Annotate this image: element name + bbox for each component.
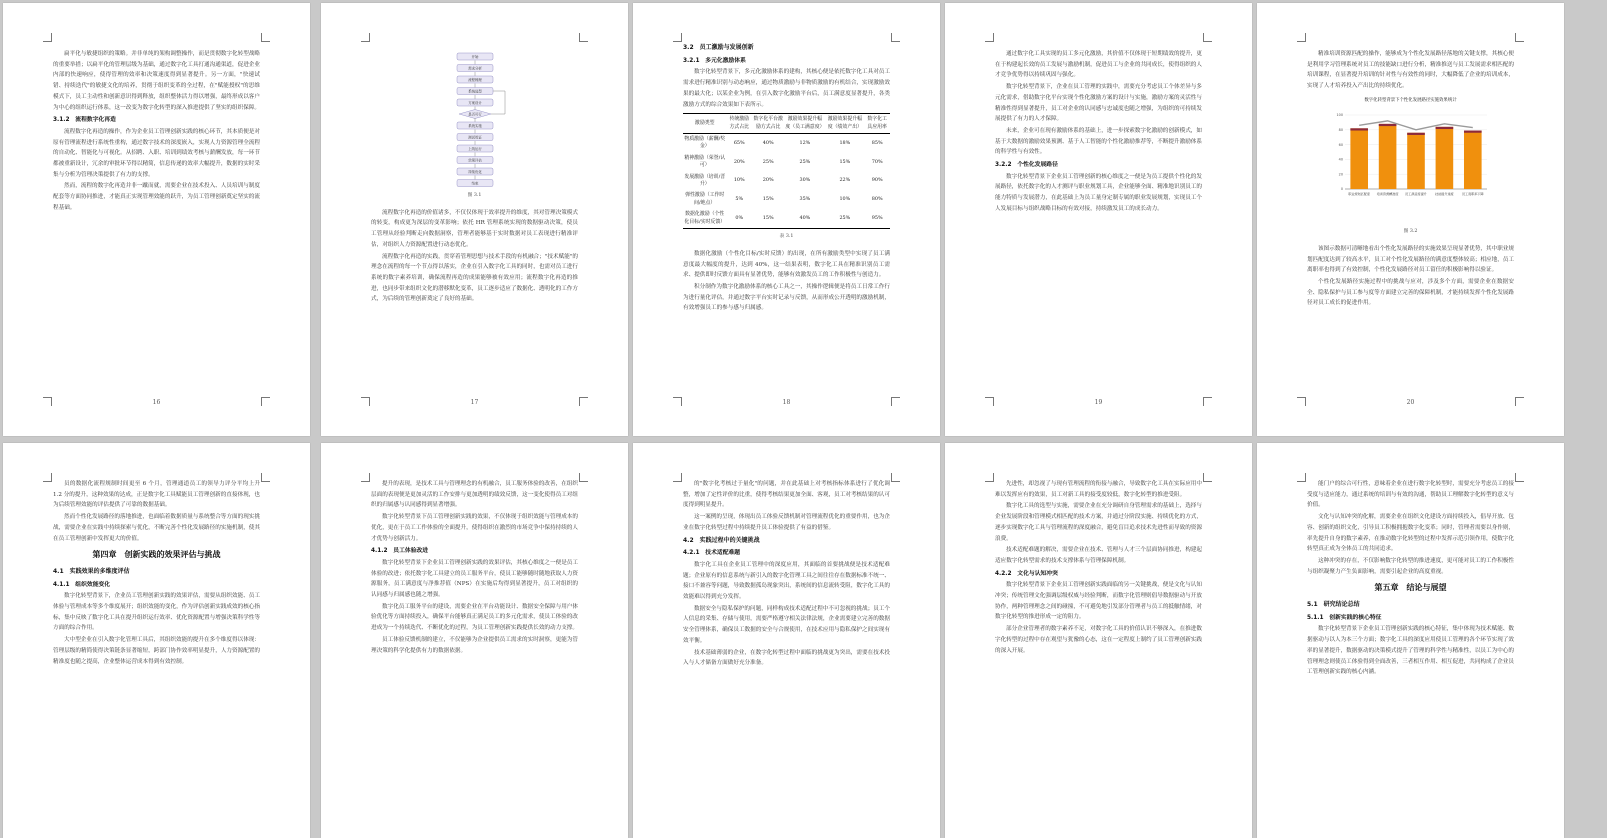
x-tick-label: 员工离职率下降 xyxy=(1461,191,1484,196)
paragraph: 数字化员工服务平台的建设，需要企业在平台功能设计、数据安全保障与用户体验优化等方面持续投入，确保平台能够真正满足员工的多元化需求，使员工体验的改进成为一个持续迭代、不断优化的过程，为员工管理创新实践提供长效的动力支撑。 xyxy=(371,603,578,632)
paragraph: 大中型企业在引入数字化管理工具后，其组织效能的提升在多个维度得以体现：管理层级的精简使得决策链条显著缩短，跨部门协作效率明显提升，人力资源配置的精准度也随之提高，企业整体运营成本得到有效控制。 xyxy=(53,637,260,665)
paragraph: 精准培训资源匹配的操作，能够成为个性化发展路径落地的关键支撑，其核心便是利用学习管理系统对员工的技能缺口进行分析，精准推送与员工发展需求相匹配的培训课程，在显著提升培训的针对性与有效性的同时，大幅降低了企业的培训成本，实现了人才培养投入产出比的持续优化。 xyxy=(1307,51,1514,90)
table-cell: 22% xyxy=(839,177,851,184)
document-page xyxy=(1257,443,1564,838)
table-cell: 65% xyxy=(733,139,745,146)
table-header-cell: 激励类型 xyxy=(683,114,726,134)
table-cell: 12% xyxy=(799,139,811,146)
paragraph: 数字化转型背景下企业员工管理创新的核心维度之一便是为员工提供个性化的发展路径，依托数字化的人才测评与职业规划工具，企业能够全面、精准地识别员工的能力特质与发展潜力，在此基础上为员工量身定制专属的职业发展规划，实现员工个人发展目标与组织战略目标的有效对接，持续激发员工的成长动力。 xyxy=(995,173,1202,212)
trend-line xyxy=(1359,120,1473,129)
paragraph: 该图示数据可清晰地看出个性化发展路径的实施效果呈现显著优势，其中职业规划匹配度达到了较高水平，员工对个性化发展路径的满意度整体较高；相应地，员工离职率也得到了有效控制，个性化发展路径对员工留任的积极影响得以验证。 xyxy=(1307,245,1514,274)
bar xyxy=(1378,123,1396,188)
crop-mark xyxy=(1515,33,1524,42)
chapter-heading: 第五章 结论与展望 xyxy=(1374,583,1447,593)
crop-mark xyxy=(261,473,270,482)
paragraph: 数字化转型背景下，多元化激励体系的建构，其核心便是依托数字化工具对员工需求进行精准识别与动态响应，通过物质激励与非物质激励的有机结合，实现激励效果的最大化；以某企业为例，在引入数字化激励平台后，员工满意度显著提升，各类激励方式的综合效果如下表所示。 xyxy=(683,69,890,108)
table-cell: 精神激励（荣誉/认可） xyxy=(684,154,726,169)
table-cell: 30% xyxy=(799,177,811,184)
flow-node-label: 持续优化 xyxy=(467,170,482,174)
bar xyxy=(1463,130,1481,188)
crop-mark xyxy=(261,33,270,42)
document-page-16 xyxy=(3,3,310,436)
bar-cap xyxy=(1350,128,1368,130)
table-cell: 20% xyxy=(762,177,774,184)
paragraph: 数字化转型背景下员工管理创新实践的效果，不仅体现于组织效能与管理成本的优化，更在于员工工作体验的全面提升，使得组织在激烈的市场竞争中保持持续的人才优势与创新活力。 xyxy=(371,514,578,542)
bar-cap xyxy=(1435,126,1453,128)
table-header-cell: 数字化工具应用率 xyxy=(864,114,890,134)
flow-node-label: 测试验证 xyxy=(467,135,482,140)
chart-canvas xyxy=(1331,109,1491,221)
paragraph: 然而，流程的数字化再造并非一蹴而就，需要企业在技术投入、人员培训与制度配套等方面协同推进，才能真正实现管理效能的跃升，为员工管理创新奠定坚实的流程基础。 xyxy=(53,183,260,211)
y-tick-label: 40 xyxy=(1338,157,1343,162)
crop-mark xyxy=(1297,33,1306,42)
table-cell: 40% xyxy=(784,209,825,228)
table-header-cell: 激励效果提升幅度（绩效产出） xyxy=(825,114,864,134)
paragraph: 流程数字化再造的实践，贯穿着管理思想与技术手段的有机融合；"技术赋能"的理念在流程的每一个节点得以落实，企业在引入数字化工具的同时，也需对员工进行系统的数字素养培训，确保流程再造的成果能够被有效应用；流程数字化再造的推进，也同步带来组织文化的潜移默化变革，员工逐步适应了数据化、透明化的工作方式，为后续的管理创新奠定了良好的基础。 xyxy=(371,253,578,303)
flow-node xyxy=(457,65,493,72)
paragraph: 提升的表现，是技术工具与管理理念的有机融合，员工服务体验的改善，在组织层面的表现便是更加灵活的工作安排与更加透明的绩效反馈，这一变化使得员工对组织的归属感与认同感得到显著增强。 xyxy=(371,481,578,509)
bar-chart xyxy=(1331,96,1491,225)
bar xyxy=(1350,128,1368,189)
table-header-cell: 传统激励方式占比 xyxy=(726,114,752,134)
page-number: 17 xyxy=(470,399,479,406)
paragraph: 未来，企业可在现有激励体系的基础上，进一步探索数字化激励的创新模式，如基于大数据的激励效果预测、基于人工智能的个性化激励推荐等，不断提升激励体系的科学性与有效性。 xyxy=(995,127,1202,156)
subsection-heading: 5.1.1 创新实践的核心特征 xyxy=(1307,614,1382,621)
crop-mark xyxy=(1203,473,1212,482)
page-number: 18 xyxy=(782,399,791,406)
flow-node-label: 效果评估 xyxy=(467,158,482,163)
section-heading: 4.1 实践效果的多维度评估 xyxy=(53,567,130,575)
flow-node xyxy=(457,99,493,106)
paragraph: 技术适配难题的解决，需要企业在技术、管理与人才三个层面协同推进，构建起适应数字化转型需求的技术支撑体系与管理保障机制。 xyxy=(995,547,1202,564)
document-page xyxy=(321,443,628,838)
document-page-18 xyxy=(633,3,940,436)
table-cell: 70% xyxy=(871,158,883,165)
flow-node xyxy=(457,168,493,175)
crop-mark xyxy=(579,33,588,42)
document-page xyxy=(945,443,1252,838)
document-page-19 xyxy=(945,3,1252,436)
document-page-17 xyxy=(321,3,628,436)
paragraph: 数字化转型背景下企业员工管理创新实践的核心特征，集中体现为技术赋能、数据驱动与以人为本三个方面；数字化工具的深度应用使员工管理的各个环节实现了效率的显著提升，数据驱动的决策模式提升了管理的科学性与精准性，以员工为中心的管理理念则使员工体验得到全面改善，三者相互作用、相互促进，共同构成了企业员工管理创新实践的核心内涵。 xyxy=(1307,626,1514,676)
table-row xyxy=(683,153,890,172)
table-cell: 18% xyxy=(839,139,851,146)
table-cell: 弹性激励（工作时间/地点） xyxy=(685,192,725,206)
page-number: 20 xyxy=(1406,399,1415,406)
paragraph: 数据化激励（个性化目标/实时反馈）的出现，在所有激励类型中实现了员工满意度最大幅度的提升，达到 40%，这一结果表明，数字化工具在精准识别员工需求、提供即时反馈方面具有显著优势，能够有效激发员工的工作积极性与创造力。 xyxy=(683,250,890,279)
table-cell: 5% xyxy=(735,196,744,203)
document-page xyxy=(3,443,310,838)
y-tick-label: 20 xyxy=(1338,171,1343,176)
paragraph: 技术基础薄弱的企业，在数字化转型过程中面临的挑战更为突出，需要在技术投入与人才储备方面做好充分准备。 xyxy=(683,649,890,667)
flow-node-label: 需求分析 xyxy=(467,66,482,71)
table-cell: 15% xyxy=(839,158,851,165)
flow-node-label: 方案设计 xyxy=(467,101,482,105)
table-header-cell: 激励效果提升幅度（员工满意度） xyxy=(784,114,825,134)
crop-mark xyxy=(985,473,994,482)
table-cell: 物质激励（薪酬/奖金） xyxy=(684,136,726,150)
table-cell: 40% xyxy=(762,139,774,146)
flow-node-label: 结束 xyxy=(471,181,478,186)
crop-mark xyxy=(891,473,900,482)
page-number: 16 xyxy=(152,399,161,406)
section-heading: 3.1.2 流程数字化再造 xyxy=(53,117,116,124)
paragraph: 员工体验反馈机制的建立，不仅能够为企业提供员工需求的实时洞察，更能为管理决策的科学化提供有力的数据依据。 xyxy=(371,636,578,654)
table-cell: 25% xyxy=(799,158,811,165)
crop-mark xyxy=(43,473,52,482)
paragraph: 员的数据化流程规制时间更至 6 个月，管理通道员工的领导力评分平均上升 1.2 分的提升，这种效果的达成，正是数字化工具赋能员工管理创新的直接体现，也为后续管理效能的评估提供了可靠的数据基础。 xyxy=(53,481,260,509)
paragraph: 通过数字化工具实现的员工多元化激励，其价值不仅体现于短期绩效的提升，更在于构建起长效的员工发展与激励机制，促进员工与企业的共同成长，使得组织的人才竞争优势得以持续巩固与强化。 xyxy=(995,51,1202,79)
table-row xyxy=(683,134,890,153)
section-heading: 4.2 实践过程中的关键挑战 xyxy=(683,536,760,544)
crop-mark xyxy=(1297,473,1306,482)
bar-cap xyxy=(1407,132,1425,134)
crop-mark xyxy=(361,473,370,482)
section-heading: 3.2.2 个性化发展路径 xyxy=(995,162,1058,169)
flow-node xyxy=(457,88,493,95)
y-tick-label: 100 xyxy=(1336,112,1343,117)
y-tick-label: 0 xyxy=(1340,186,1343,191)
table-cell: 95% xyxy=(864,209,890,228)
x-tick-label: 技能提升速度 xyxy=(1434,191,1454,196)
crop-mark xyxy=(1203,33,1212,42)
chart-title: 数字化转型背景下个性化发展路径实施效果统计 xyxy=(1364,97,1457,103)
subsection-heading: 4.2.2 文化与认知冲突 xyxy=(995,570,1058,577)
paragraph: 数字化转型背景下，企业在员工管理的实践中，需要充分考虑员工个体差异与多元化需求，借助数字化平台实现个性化激励方案的设计与实施，激励方案的灵活性与精准性得到显著提升，员工对企业的认同感与忠诚度也随之增强，为组织的可持续发展提供了有力的人才保障。 xyxy=(995,84,1202,123)
page-number: 19 xyxy=(1094,399,1103,406)
flow-node-label: 系统实施 xyxy=(467,124,482,128)
crop-mark xyxy=(1515,473,1524,482)
paragraph: 先进性，却忽视了与现有管理流程的衔接与融合，导致数字化工具在实际应用中难以发挥应有的效果，员工对新工具的接受度较低，数字化转型的推进受阻。 xyxy=(995,481,1202,498)
paragraph: 然而个性化发展路径的落地推进，也面临着数据质量与系统整合等方面的现实挑战，需要企业在实践中持续探索与优化，不断完善个性化发展路径的实施机制，使其在员工管理创新中发挥更大的价值。 xyxy=(53,514,260,542)
flow-node xyxy=(457,76,493,83)
flow-node xyxy=(457,134,493,141)
chapter-heading: 第四章 创新实践的效果评估与挑战 xyxy=(92,550,221,560)
table-cell: 80% xyxy=(871,196,883,203)
table-cell: 90% xyxy=(871,177,883,184)
flow-node-label: 系统选型 xyxy=(467,89,482,94)
table-cell: 数据化激励（个性化目标/实时反馈） xyxy=(683,209,726,228)
paragraph: 数字化工具的选型与实施，需要企业在充分调研自身管理需求的基础上，选择与企业发展阶段和管理模式相匹配的技术方案，并通过分阶段实施、持续优化的方式，逐步实现数字化工具与管理流程的深度融合，避免盲目追求技术先进性而导致的资源浪费。 xyxy=(995,503,1202,542)
paragraph: 数据安全与隐私保护的问题，同样构成技术适配过程中不可忽视的挑战；员工个人信息的采集、存储与使用，需要严格遵守相关法律法规，企业需要建立完善的数据安全管理体系，确保员工数据的安全与合规使用，在技术应用与隐私保护之间实现有效平衡。 xyxy=(683,605,890,644)
paragraph: 数字化转型背景下企业员工管理创新实践的效果评估，其核心维度之一便是员工体验的改进；依托数字化工具建立的员工服务平台，使员工能够随时随地获取人力资源服务，员工满意度与净推荐值（NPS）在实施后均得到显著提升，员工对组织的认同感与归属感也随之增强。 xyxy=(371,559,578,599)
paragraph: 部分企业管理者的数字素养不足，对数字化工具的价值认识不够深入，在推进数字化转型的过程中存在观望与犹豫的心态，这在一定程度上制约了员工管理创新实践的深入开展。 xyxy=(995,626,1202,654)
paragraph: 这种冲突的存在，不仅影响数字化转型的推进速度，更可能对员工的工作积极性与组织凝聚力产生负面影响，需要引起企业的高度重视。 xyxy=(1307,557,1514,575)
figure-caption: 图 3.2 xyxy=(1403,229,1418,235)
table-cell: 0% xyxy=(726,209,752,228)
table-cell: 10% xyxy=(839,196,851,203)
crop-mark xyxy=(985,33,994,42)
incentive-table xyxy=(683,113,890,229)
document-page xyxy=(633,443,940,838)
flow-node xyxy=(457,157,493,164)
table-cell: 35% xyxy=(799,196,811,203)
document-page-20 xyxy=(1257,3,1564,436)
table-cell: 15% xyxy=(762,196,774,203)
subsection-heading: 3.2.1 多元化激励体系 xyxy=(683,57,746,64)
table-row xyxy=(683,209,890,228)
paragraph: 数字化工具在企业员工管理中的深度应用，其面临的首要挑战便是技术适配难题；企业原有的信息系统与新引入的数字化管理工具之间往往存在数据标准不统一、接口不兼容等问题，导致数据孤岛现象突出，系统间的信息流转受阻，数字化工具的效能难以得到充分发挥。 xyxy=(683,561,890,601)
table-cell: 85% xyxy=(871,139,883,146)
table-row xyxy=(683,190,890,209)
flow-node-label: 是否可行 xyxy=(467,112,482,117)
paragraph: 的"数字化考核过于量化"的问题，并在此基础上对考核指标体系进行了优化调整，增加了定性评价的比重，使得考核结果更加全面、客观，员工对考核结果的认可度得到明显提升。 xyxy=(683,481,890,509)
section-heading: 5.1 研究结论总结 xyxy=(1307,601,1360,609)
paragraph: 这一案例的呈现，体现出员工体验反馈机制对管理流程优化的重要作用，也为企业在数字化转型过程中持续提升员工体验提供了有益的借鉴。 xyxy=(683,514,890,531)
paragraph: 积分制作为数字化激励体系的核心工具之一，其操作逻辑便是将员工日常工作行为进行量化评估，并通过数字平台实时记录与反馈，从而形成公开透明的激励机制，有效增强员工的参与感与归属感。 xyxy=(683,283,890,312)
figure-caption: 图 3.1 xyxy=(467,193,482,198)
paragraph: 文化与认知冲突的化解，需要企业在组织文化建设方面持续投入，倡导开放、包容、创新的组织文化，引导员工积极拥抱数字化变革；同时，管理者需要以身作则，率先提升自身的数字素养，在推动数字化转型的过程中发挥示范引领作用，使数字化转型真正成为全体员工的共同追求。 xyxy=(1307,514,1514,553)
flow-node-label: 开始 xyxy=(471,55,478,59)
table-cell: 25% xyxy=(825,209,864,228)
paragraph: 流程数字化再造的操作，作为企业员工管理创新实践的核心环节，其本质便是对原有管理流程进行系统性重构，通过数字技术的深度嵌入，实现人力资源管理全流程的自动化、智能化与可视化。从招聘、入职、培训到绩效考核与薪酬发放，每一环节都被重新设计，冗余的审批环节得以精简，信息传递的效率大幅提升，数据的实时采集与分析为管理决策提供了有力的支撑。 xyxy=(53,128,260,178)
subsection-heading: 4.1.2 员工体验改进 xyxy=(371,548,429,555)
paragraph: 个性化发展路径实施过程中的挑战与应对，涉及多个方面，需要企业在数据安全、隐私保护与员工参与度等方面建立完善的保障机制，才能持续发挥个性化发展路径对员工成长的促进作用。 xyxy=(1307,279,1514,307)
table-cell: 10% xyxy=(733,177,745,184)
flow-node-label: 流程梳理 xyxy=(467,78,482,82)
crop-mark xyxy=(673,473,682,482)
bar xyxy=(1407,132,1425,188)
subsection-heading: 4.2.1 技术适配难题 xyxy=(683,550,741,557)
table-row xyxy=(683,172,890,191)
bar-cap xyxy=(1463,130,1481,132)
section-heading: 3.2 员工激励与发展创新 xyxy=(683,44,754,51)
table-cell: 发展激励（培训/晋升） xyxy=(684,173,726,188)
flow-node-label: 上线运行 xyxy=(467,147,482,151)
y-tick-label: 80 xyxy=(1338,127,1343,132)
table-header-cell: 数字化平台激励方式占比 xyxy=(752,114,784,134)
crop-mark xyxy=(891,33,900,42)
x-tick-label: 培训资源精准度 xyxy=(1376,191,1398,196)
crop-mark xyxy=(673,33,682,42)
table-cell: 15% xyxy=(752,209,784,228)
flow-node xyxy=(457,122,493,129)
paragraph: 能门户的综合可行性，意味着企业在进行数字化转型时，需要充分考虑员工的接受度与适应能力，通过系统的培训与有效的沟通，帮助员工理解数字化转型的意义与价值。 xyxy=(1307,481,1514,509)
table-cell: 25% xyxy=(762,158,774,165)
paragraph: 扁平化与敏捷组织的策略。并非单纯的架构调整操作，而是贯彻数字化转型战略的重要举措；以扁平化的管理层级为基础，通过数字化工具打通沟通渠道，促进企业内部的快速响应，使得管理的效率和决策速度得到显著提升。另一方面，"快速试错、持续迭代"的敏捷文化的培养，贯彻于组织变革的全过程，在"赋能授权"的思维模式下，员工主动性和创新意识得到释放，组织整体活力得以增强，最终形成以客户为中心的组织运行体系，这一改变为数字化转型的深入推进提供了坚实的组织保障。 xyxy=(53,51,260,111)
bar-cap xyxy=(1378,123,1396,125)
paragraph: 数字化转型背景下企业员工管理创新实践面临的另一关键挑战，便是文化与认知冲突；传统管理文化强调层级权威与经验判断，而数字化管理则倡导数据驱动与开放协作，两种管理理念之间的碰撞，不可避免地引发部分管理者与员工的抵触情绪，对数字化转型的推进形成一定的阻力。 xyxy=(995,582,1202,621)
flow-node xyxy=(457,145,493,152)
bar xyxy=(1435,126,1453,188)
y-tick-label: 60 xyxy=(1338,142,1343,147)
flow-node xyxy=(457,53,493,60)
flow-node xyxy=(457,180,493,187)
x-tick-label: 职业规划匹配度 xyxy=(1347,191,1370,196)
crop-mark xyxy=(579,473,588,482)
x-tick-label: 员工满意度提升 xyxy=(1404,191,1427,196)
crop-mark xyxy=(43,33,52,42)
paragraph: 流程数字化再造的价值诸多，不仅仅体现于效率提升的维度，其对管理决策模式的转变，构成更为深层的变革影响；依托 HR 管理系统实现的数据驱动决策，使员工管理从经验判断走向数据洞察，管理者能够基于实时数据对员工表现进行精准评估，对组织人力资源配置进行动态优化。 xyxy=(371,209,578,248)
flow-node xyxy=(459,110,491,119)
table-caption: 表 3.1 xyxy=(779,234,794,240)
crop-mark xyxy=(361,33,370,42)
paragraph: 数字化转型背景下，企业员工管理创新实践的效果评估，需要从组织效能、员工体验与管理成本等多个维度展开；组织效能的变化，作为评估创新实践成效的核心指标，集中反映了数字化工具在提升组织运行效率、优化资源配置与增强决策科学性等方面的综合作用。 xyxy=(53,593,260,632)
subsection-heading: 4.1.1 组织效能变化 xyxy=(53,581,111,588)
process-flowchart xyxy=(415,49,535,189)
table-cell: 20% xyxy=(733,158,745,165)
